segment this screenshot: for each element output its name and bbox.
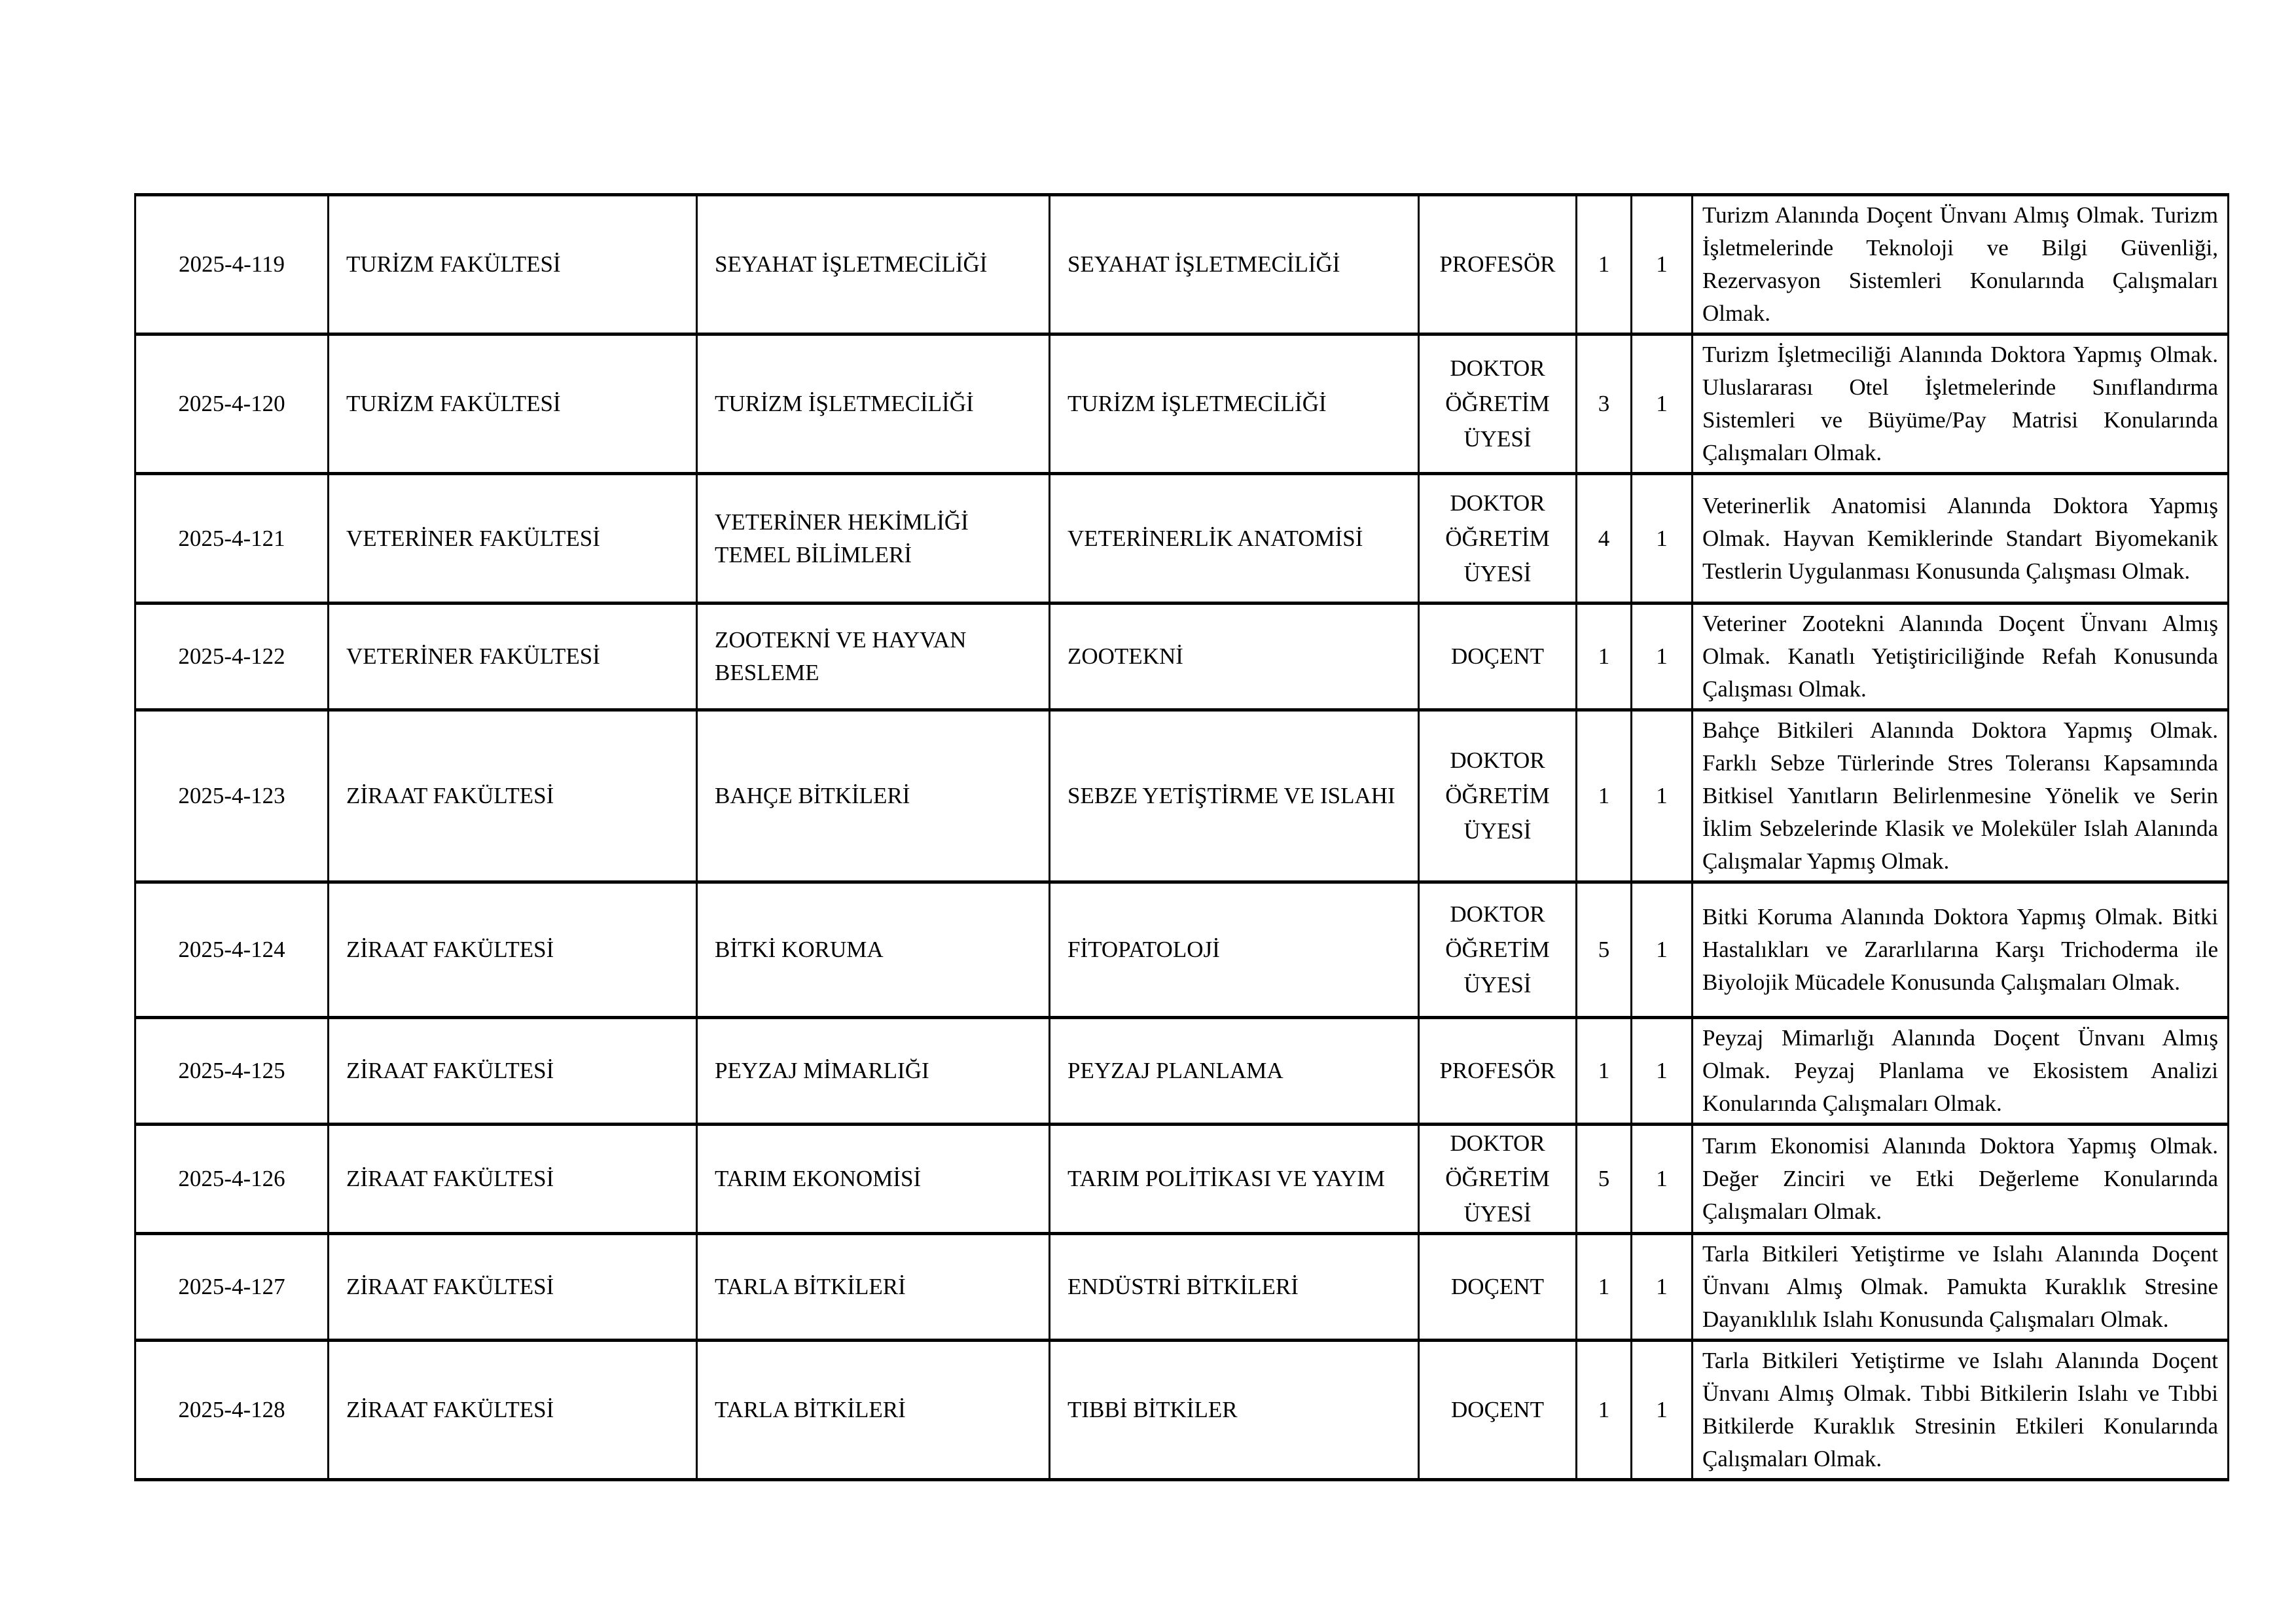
cell-quota-order: 5	[1577, 1125, 1632, 1234]
cell-field: SEBZE YETİŞTİRME VE ISLAHI	[1050, 710, 1419, 882]
cell-requirement: Tarla Bitkileri Yetiştirme ve Islahı Alanında Doçent Ünvanı Almış Olmak. Pamukta Kuraklık Stresine Dayanıklılık Islahı Konusunda Çalışmaları Olmak.	[1693, 1234, 2229, 1341]
cell-faculty: ZİRAAT FAKÜLTESİ	[329, 882, 697, 1018]
cell-department: TURİZM İŞLETMECİLİĞİ	[697, 334, 1050, 474]
table-row	[135, 195, 2229, 334]
cell-id: 2025-4-128	[135, 1341, 329, 1480]
cell-department: TARLA BİTKİLERİ	[697, 1234, 1050, 1341]
cell-department: PEYZAJ MİMARLIĞI	[697, 1018, 1050, 1125]
cell-title: DOKTOR ÖĞRETİM ÜYESİ	[1419, 710, 1577, 882]
table-row	[135, 1341, 2229, 1480]
cell-id: 2025-4-125	[135, 1018, 329, 1125]
cell-id: 2025-4-123	[135, 710, 329, 882]
cell-faculty: VETERİNER FAKÜLTESİ	[329, 474, 697, 604]
cell-requirement: Veteriner Zootekni Alanında Doçent Ünvanı Almış Olmak. Kanatlı Yetiştiriciliğinde Refah Konusunda Çalışması Olmak.	[1693, 604, 2229, 710]
cell-field: SEYAHAT İŞLETMECİLİĞİ	[1050, 195, 1419, 334]
cell-field: TURİZM İŞLETMECİLİĞİ	[1050, 334, 1419, 474]
cell-requirement: Veterinerlik Anatomisi Alanında Doktora Yapmış Olmak. Hayvan Kemiklerinde Standart Biyomekanik Testlerin Uygulanması Konusunda Çalışması Olmak.	[1693, 474, 2229, 604]
cell-id: 2025-4-124	[135, 882, 329, 1018]
table-row	[135, 1125, 2229, 1234]
cell-title: DOKTOR ÖĞRETİM ÜYESİ	[1419, 334, 1577, 474]
table-row	[135, 710, 2229, 882]
table-row	[135, 604, 2229, 710]
cell-requirement: Bahçe Bitkileri Alanında Doktora Yapmış Olmak. Farklı Sebze Türlerinde Stres Toleransı Kapsamında Bitkisel Yanıtların Belirlenmesine Yönelik ve Serin İklim Sebzelerinde Klasik ve Moleküler Islah Alanında Çalışmalar Yapmış Olmak.	[1693, 710, 2229, 882]
cell-department: VETERİNER HEKİMLİĞİ TEMEL BİLİMLERİ	[697, 474, 1050, 604]
cell-faculty: ZİRAAT FAKÜLTESİ	[329, 1018, 697, 1125]
cell-department: BİTKİ KORUMA	[697, 882, 1050, 1018]
cell-title: PROFESÖR	[1419, 1018, 1577, 1125]
cell-count: 1	[1632, 1234, 1693, 1341]
cell-count: 1	[1632, 474, 1693, 604]
cell-faculty: ZİRAAT FAKÜLTESİ	[329, 1234, 697, 1341]
cell-count: 1	[1632, 710, 1693, 882]
cell-quota-order: 1	[1577, 604, 1632, 710]
cell-id: 2025-4-126	[135, 1125, 329, 1234]
cell-field: PEYZAJ PLANLAMA	[1050, 1018, 1419, 1125]
cell-field: ENDÜSTRİ BİTKİLERİ	[1050, 1234, 1419, 1341]
cell-count: 1	[1632, 604, 1693, 710]
cell-count: 1	[1632, 195, 1693, 334]
cell-department: TARLA BİTKİLERİ	[697, 1341, 1050, 1480]
cell-quota-order: 1	[1577, 1018, 1632, 1125]
cell-count: 1	[1632, 1125, 1693, 1234]
cell-title: DOÇENT	[1419, 604, 1577, 710]
cell-field: ZOOTEKNİ	[1050, 604, 1419, 710]
cell-faculty: VETERİNER FAKÜLTESİ	[329, 604, 697, 710]
cell-title: DOÇENT	[1419, 1234, 1577, 1341]
cell-requirement: Bitki Koruma Alanında Doktora Yapmış Olmak. Bitki Hastalıkları ve Zararlılarına Karşı Trichoderma ile Biyolojik Mücadele Konusunda Çalışmaları Olmak.	[1693, 882, 2229, 1018]
cell-count: 1	[1632, 882, 1693, 1018]
cell-faculty: TURİZM FAKÜLTESİ	[329, 195, 697, 334]
table-row	[135, 1234, 2229, 1341]
table-row	[135, 882, 2229, 1018]
cell-title: DOKTOR ÖĞRETİM ÜYESİ	[1419, 882, 1577, 1018]
table-row	[135, 334, 2229, 474]
cell-title: DOKTOR ÖĞRETİM ÜYESİ	[1419, 474, 1577, 604]
cell-department: BAHÇE BİTKİLERİ	[697, 710, 1050, 882]
cell-id: 2025-4-127	[135, 1234, 329, 1341]
cell-quota-order: 5	[1577, 882, 1632, 1018]
academic-positions-table	[134, 193, 2229, 1481]
cell-quota-order: 3	[1577, 334, 1632, 474]
cell-department: TARIM EKONOMİSİ	[697, 1125, 1050, 1234]
cell-quota-order: 1	[1577, 1234, 1632, 1341]
cell-requirement: Peyzaj Mimarlığı Alanında Doçent Ünvanı Almış Olmak. Peyzaj Planlama ve Ekosistem Analizi Konularında Çalışmaları Olmak.	[1693, 1018, 2229, 1125]
cell-title: DOÇENT	[1419, 1341, 1577, 1480]
table-row	[135, 1018, 2229, 1125]
cell-title: PROFESÖR	[1419, 195, 1577, 334]
cell-id: 2025-4-120	[135, 334, 329, 474]
cell-requirement: Turizm İşletmeciliği Alanında Doktora Yapmış Olmak. Uluslararası Otel İşletmelerinde Sınıflandırma Sistemleri ve Büyüme/Pay Matrisi Konularında Çalışmaları Olmak.	[1693, 334, 2229, 474]
cell-id: 2025-4-121	[135, 474, 329, 604]
cell-faculty: ZİRAAT FAKÜLTESİ	[329, 710, 697, 882]
cell-faculty: ZİRAAT FAKÜLTESİ	[329, 1341, 697, 1480]
table-row	[135, 474, 2229, 604]
cell-quota-order: 1	[1577, 195, 1632, 334]
cell-field: VETERİNERLİK ANATOMİSİ	[1050, 474, 1419, 604]
cell-requirement: Tarım Ekonomisi Alanında Doktora Yapmış Olmak. Değer Zinciri ve Etki Değerleme Konularında Çalışmaları Olmak.	[1693, 1125, 2229, 1234]
cell-department: SEYAHAT İŞLETMECİLİĞİ	[697, 195, 1050, 334]
cell-field: FİTOPATOLOJİ	[1050, 882, 1419, 1018]
table-body	[135, 195, 2229, 1480]
cell-faculty: ZİRAAT FAKÜLTESİ	[329, 1125, 697, 1234]
cell-quota-order: 1	[1577, 1341, 1632, 1480]
cell-count: 1	[1632, 1341, 1693, 1480]
cell-count: 1	[1632, 1018, 1693, 1125]
cell-quota-order: 4	[1577, 474, 1632, 604]
cell-id: 2025-4-119	[135, 195, 329, 334]
cell-id: 2025-4-122	[135, 604, 329, 710]
cell-department: ZOOTEKNİ VE HAYVAN BESLEME	[697, 604, 1050, 710]
cell-requirement: Turizm Alanında Doçent Ünvanı Almış Olmak. Turizm İşletmelerinde Teknoloji ve Bilgi Güvenliği, Rezervasyon Sistemleri Konularında Çalışmaları Olmak.	[1693, 195, 2229, 334]
cell-faculty: TURİZM FAKÜLTESİ	[329, 334, 697, 474]
cell-title: DOKTOR ÖĞRETİM ÜYESİ	[1419, 1125, 1577, 1234]
cell-count: 1	[1632, 334, 1693, 474]
cell-field: TIBBİ BİTKİLER	[1050, 1341, 1419, 1480]
cell-quota-order: 1	[1577, 710, 1632, 882]
cell-field: TARIM POLİTİKASI VE YAYIM	[1050, 1125, 1419, 1234]
cell-requirement: Tarla Bitkileri Yetiştirme ve Islahı Alanında Doçent Ünvanı Almış Olmak. Tıbbi Bitkilerin Islahı ve Tıbbi Bitkilerde Kuraklık Stresinin Etkileri Konularında Çalışmaları Olmak.	[1693, 1341, 2229, 1480]
